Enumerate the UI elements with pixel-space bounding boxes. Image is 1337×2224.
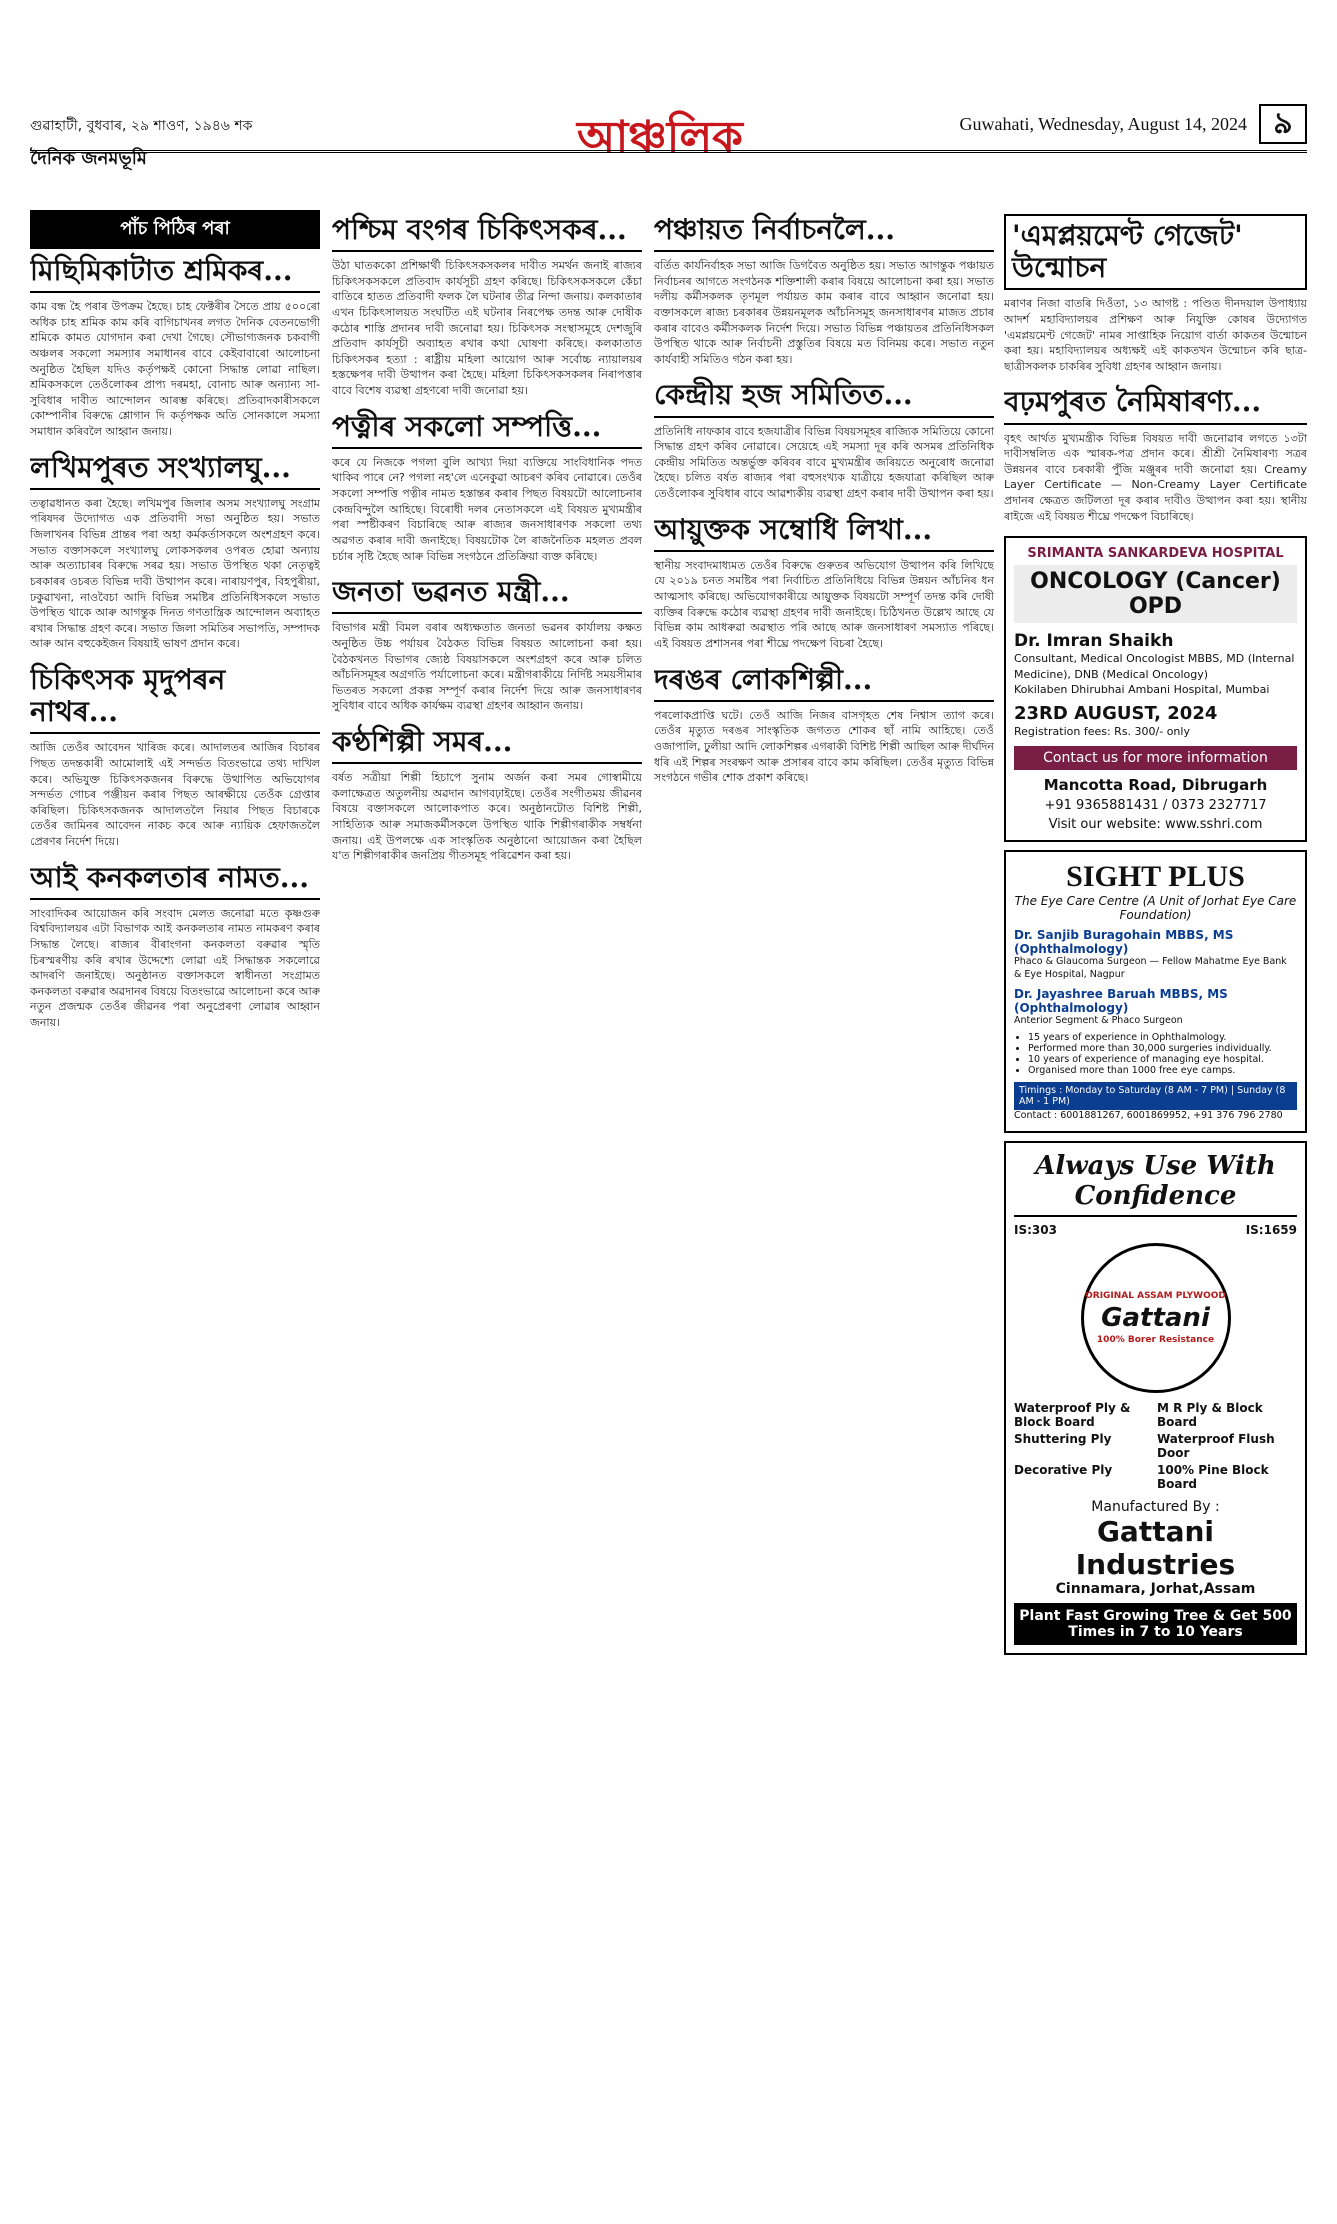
doctor-affiliation: Kokilaben Dhirubhai Ambani Hospital, Mumbai xyxy=(1014,683,1270,697)
column-3 xyxy=(654,210,994,2180)
ad-phone: +91 9365881431 / 0373 2327717 xyxy=(1044,797,1267,813)
story-body: মৰাণৰ নিজা বাতৰি দিওঁতা, ১৩ আগষ্ট : পণ্ডিত দীনদয়াল উপাধ্যায় আদৰ্শ মহাবিদ্যালয়ৰ প্ৰশিক্ষণ আৰু নিযুক্তি কোষৰ উদ্যোগত 'এমপ্লয়মেণ্ট গেজেট' নামৰ সাপ্তাহিক নিয়োগ বাৰ্তা কাকতৰ উন্মোচন কৰা হয়। মহাবিদ্যালয়ৰ অধ্যক্ষই এই কাকতখন উন্মোচন কৰি ছাত্ৰ-ছাত্ৰীসকলক চাকৰিৰ সুবিধা গ্ৰহণৰ আহ্বান জনায়। xyxy=(1004,297,1307,373)
story-body: প্ৰতিনিধি নাফকাৰ বাবে হজযাত্ৰীৰ বিভিন্ন বিষয়সমূহৰ ৰাজ্যিক সমিতিয়ে কোনো সিদ্ধান্ত গ্ৰহণ কৰিব নোৱাৰে। সেয়েহে এই সমস্যা দূৰ কৰি অসমৰ প্ৰতিনিধিক কেন্দ্ৰীয় সমিতিত অন্তৰ্ভুক্ত কৰিবৰ বাবে মুখ্যমন্ত্ৰীৰ জৰিয়তে অনুৰোধ জনোৱা হৈছে। চলিত বৰ্ষত ৰাজ্যৰ পৰা বহুসংখ্যক যাত্ৰীয়ে হজযাত্ৰা কৰিছিল আৰু তেওঁলোকৰ সুবিধাৰ বাবে আৱশ্যকীয় ব্যৱস্থা গ্ৰহণ কৰাৰ দাবী উত্থাপন কৰা হয়। xyxy=(654,424,994,501)
story-employment-gazette xyxy=(1004,214,1307,374)
story-naimisharanya xyxy=(1004,386,1307,524)
highlights-list xyxy=(1014,1032,1297,1076)
doctor-info: Anterior Segment & Phaco Surgeon xyxy=(1014,1015,1183,1027)
list-item: • Performed more than 30,000 surgeries individually. xyxy=(1028,1043,1297,1054)
list-item: • 15 years of experience in Ophthalmology. xyxy=(1028,1032,1297,1043)
brand-seal xyxy=(1081,1243,1231,1393)
story-body: বৰ্তিত কাৰ্যনিৰ্বাহক সভা আজি ডিগবৈত অনুষ্ঠিত হয়। সভাত আগন্তুক পঞ্চায়ত নিৰ্বাচনৰ আগতে সংগঠনক শক্তিশালী কৰাৰ বিষয়ে আলোচনা কৰা হয়। সভাত দলীয় কৰ্মীসকলক তৃণমূল পৰ্যায়ত কাম কৰাৰ বাবে আহ্বান জনোৱা হয়। বক্তাসকলে ৰাজ্য চৰকাৰৰ উন্নয়নমূলক আঁচনিসমূহ জনসাধাৰণৰ মাজত প্ৰচাৰ কৰাৰ বাবেও কৰ্মীসকলক নিৰ্দেশ দিয়ে। সভাত বিভিন্ন পঞ্চায়তৰ প্ৰতিনিধিসকল উপস্থিত থাকে আৰু নিৰ্বাচনী প্ৰস্তুতিৰ বিষয়ে মত বিনিময় কৰে। সভাত নতুন কাৰ্যবাহী সমিতিও গঠন কৰা হয়। xyxy=(654,259,994,366)
headline: জনতা ভৱনত মন্ত্ৰী... xyxy=(332,576,642,614)
doctor-degree: Consultant, Medical Oncologist MBBS, MD (Internal Medicine), DNB (Medical Oncology) xyxy=(1014,652,1295,681)
story-body: উঠা ঘাতককো প্ৰশিক্ষাৰ্থী চিকিৎসকসকলৰ দাবীত সমৰ্থন জনাই ৰাজ্যৰ চিকিৎসকসকলে প্ৰতিবাদ কাৰ্যসূচী গ্ৰহণ কৰিছে। চিকিৎসকসকলে কেঁচা বাতিৰে হাতত প্ৰতিবাদী ফলক লৈ ঘটনাৰ তীব্ৰ নিন্দা জনায়। কলকাতাৰ এখন চিকিৎসালয়ত সংঘটিত এই ঘটনাৰ নিৰপেক্ষ তদন্ত আৰু দোষীক কঠোৰ শাস্তি প্ৰদানৰ দাবী জনোৱা হয়। চিকিৎসক সংস্থাসমূহে দেশজুৰি প্ৰতিবাদ কাৰ্যসূচী অব্যাহত ৰখাৰ কথা ঘোষণা কৰিছে। কলকাতাত চিকিৎসকৰ হত্যা : ৰাষ্ট্ৰীয় মহিলা আয়োগ আৰু সৰ্বোচ্চ ন্যায়ালয়ৰ হস্তক্ষেপৰ দাবী উত্থাপন কৰা হৈছে। মহিলা চিকিৎসকসকলৰ নিৰাপত্তাৰ বাবে বিশেষ ব্যৱস্থা গ্ৰহণৰো দাবী জনোৱা হয়। xyxy=(332,259,642,398)
page-number: ৯ xyxy=(1259,104,1307,144)
story-darrang-artist xyxy=(654,664,994,786)
date-left: গুৱাহাটী, বুধবাৰ, ২৯ শাওণ, ১৯৪৬ শক xyxy=(30,118,253,134)
sight-plus-ad xyxy=(1004,850,1307,1133)
story-body: তত্বাৱধানত কৰা হৈছে। লখিমপুৰ জিলাৰ অসম সংখ্যালঘু সংগ্ৰাম পৰিষদৰ উদ্যোগত এক প্ৰতিবাদী সভা অনুষ্ঠিত হয়। সভাত জিলাখনৰ বিভিন্ন প্ৰান্তৰ পৰা অহা কৰ্মকৰ্তাসকলে অংশগ্ৰহণ কৰে। সভাত বক্তাসকলে সংখ্যালঘু লোকসকলৰ ওপৰত হোৱা অন্যায় আৰু অত্যাচাৰৰ বিৰুদ্ধে সৰৱ হয়। সভাত উপস্থিত থকা নেতৃত্বই চৰকাৰৰ ওচৰত বিভিন্ন দাবী উত্থাপন কৰে। নাৰায়ণপুৰ, বিহপুৰীয়া, ঢকুৱাখনা, নাওবৈচা আদি বিভিন্ন সমষ্টিৰ প্ৰতিনিধিসকলে সভাত উপস্থিত থাকে আৰু আগন্তুক দিনত গণতান্ত্ৰিক আন্দোলন অব্যাহত ৰখাৰ সিদ্ধান্ত গ্ৰহণ কৰে। সভাত জিলা সমিতিৰ সভাপতি, সম্পাদক আৰু আন বহুকেইজন বিষয়াই ভাষণ প্ৰদান কৰে। xyxy=(30,496,320,651)
ad-tagline: The Eye Care Centre (A Unit of Jorhat Eye Care Foundation) xyxy=(1014,893,1297,922)
ad-date: 23RD AUGUST, 2024 xyxy=(1014,703,1218,725)
contact: Contact : 6001881267, 6001869952, +91 376 796 2780 xyxy=(1014,1110,1283,1122)
headline: মিছিমিকাটাত শ্ৰমিকৰ... xyxy=(30,255,320,293)
section-logo: আঞ্চলিক xyxy=(577,112,743,163)
column-2 xyxy=(332,210,642,2180)
story-lakhimpur xyxy=(30,452,320,652)
isi-marks xyxy=(1014,1223,1297,1237)
doctor-name: Dr. Jayashree Baruah MBBS, MS (Ophthalmology) xyxy=(1014,987,1228,1016)
story-janata-bhawan xyxy=(332,576,642,714)
ad-bottom-banner: Plant Fast Growing Tree & Get 500 Times in 7 to 10 Years xyxy=(1014,1603,1297,1645)
section-label: পাঁচ পিঠিৰ পৰা xyxy=(30,210,320,249)
manufactured-by: Manufactured By : xyxy=(1091,1499,1220,1516)
story-panchayat xyxy=(654,214,994,367)
headline: পত্নীৰ সকলো সম্পত্তি... xyxy=(332,411,642,449)
story-kanaklata xyxy=(30,862,320,1031)
brand-tagline: 100% Borer Resistance xyxy=(1096,1335,1215,1346)
brand-sub: ORIGINAL ASSAM PLYWOOD xyxy=(1085,1291,1226,1302)
ad-fee: Registration fees: Rs. 300/- only xyxy=(1014,725,1190,739)
masthead-left xyxy=(30,114,252,175)
story-commissioner xyxy=(654,514,994,652)
ad-slogan: Always Use With Confidence xyxy=(1014,1151,1297,1217)
ad-address: Mancotta Road, Dibrugarh xyxy=(1043,775,1268,794)
company-name: Gattani Industries xyxy=(1075,1515,1236,1582)
list-item: 100% Pine Block Board xyxy=(1157,1463,1269,1492)
column-4 xyxy=(1004,210,1307,2180)
headline: কণ্ঠশিল্পী সমৰ... xyxy=(332,726,642,764)
story-body: বিভাগৰ মন্ত্ৰী বিমল বৰাৰ অধ্যক্ষতাত জনতা ভৱনৰ কাৰ্যালয় কক্ষত অনুষ্ঠিত উচ্চ পৰ্যায়ৰ বৈঠকত বিভিন্ন বিষয়ত আলোচনা কৰা হয়। বৈঠকখনত বিভাগৰ জ্যেষ্ঠ বিষয়াসকলে অংশগ্ৰহণ কৰে আৰু চলিত আঁচনিসমূহৰ অগ্ৰগতি পৰ্যালোচনা কৰে। মন্ত্ৰীগৰাকীয়ে নিৰ্দিষ্ট সময়সীমাৰ ভিতৰত সকলো প্ৰকল্প সম্পূৰ্ণ কৰাৰ নিৰ্দেশ দিয়ে আৰু জনসাধাৰণৰ সুবিধাৰ বাবে অধিক কাৰ্যক্ষম ব্যৱস্থা গ্ৰহণৰ আহ্বান জনায়। xyxy=(332,621,642,713)
headline: চিকিৎসক মৃদুপৰন নাথৰ... xyxy=(30,664,320,734)
headline: আয়ুক্তক সম্বোধি লিখা... xyxy=(654,514,994,552)
paper-name: দৈনিক জনমভূমি xyxy=(30,148,147,169)
headline: দৰঙৰ লোকশিল্পী... xyxy=(654,664,994,702)
ad-title: ONCOLOGY (Cancer) OPD xyxy=(1014,565,1297,623)
list-item: • 10 years of experience of managing eye hospital. xyxy=(1028,1054,1297,1065)
story-body: কৰে যে নিজকে পগলা বুলি আখ্যা দিয়া ব্যক্তিয়ে সাংবিধানিক পদত থাকিব পাৰে নে? পগলা নহ'লে এনেকুৱা আচৰণ কৰিব নোৱাৰে। তেওঁৰ সকলো সম্পত্তি পত্নীৰ নামত হস্তান্তৰ কৰাৰ পিছত বিষয়টো আলোচনাৰ কেন্দ্ৰবিন্দুলৈ আহিছে। বিৰোধী দলৰ নেতাসকলে এই বিষয়ত মুখ্যমন্ত্ৰীৰ পৰা স্পষ্টীকৰণ বিচাৰিছে আৰু ৰাজ্যৰ জনসাধাৰণক সকলো তথ্য অৱগত কৰাৰ দাবী জনাইছে। বিষয়টোক লৈ ৰাজনৈতিক মহলত প্ৰবল চৰ্চাৰ সৃষ্টি হৈছে আৰু বিভিন্ন সংগঠনে প্ৰতিক্ৰিয়া ব্যক্ত কৰিছে। xyxy=(332,455,642,563)
oncology-ad xyxy=(1004,536,1307,842)
masthead-rule xyxy=(30,150,1307,153)
list-item: Waterproof Ply & Block Board xyxy=(1014,1401,1131,1430)
headline: লখিমপুৰত সংখ্যালঘু... xyxy=(30,452,320,490)
ad-brand: Gattani xyxy=(1101,1303,1210,1334)
story-singer xyxy=(332,726,642,864)
list-item: • Organised more than 1000 free eye camps. xyxy=(1028,1065,1297,1076)
list-item: M R Ply & Block Board xyxy=(1157,1401,1263,1430)
story-body: আজি তেওঁৰ আবেদন খাৰিজ কৰে। আদালতৰ আজিৰ বিচাৰৰ পিছত তদন্তকাৰী আমোলাই এই সন্দৰ্ভত বিতংভাৱে তথ্য দাখিল কৰে। অভিযুক্ত চিকিৎসকজনৰ বিৰুদ্ধে উত্থাপিত অভিযোগৰ সন্দৰ্ভত গোচৰ পঞ্জীয়ন কৰাৰ পিছত আৰক্ষীয়ে তেওঁক গ্ৰেপ্তাৰ কৰিছিল। চিকিৎসকজনক আদালতলৈ নিয়াৰ পিছত বিচাৰকে তেওঁৰ জামিনৰ আবেদন নাকচ কৰে আৰু ন্যায়িক হেফাজতলৈ প্ৰেৰণৰ নিৰ্দেশ দিয়ে। xyxy=(30,741,320,848)
story-haj xyxy=(654,379,994,501)
company-address: Cinnamara, Jorhat,Assam xyxy=(1055,1581,1256,1598)
products-list xyxy=(1014,1401,1297,1491)
story-body: বৃহৎ আৰ্থত মুখ্যমন্ত্ৰীক বিভিন্ন বিষয়ত দাবী জনোৱাৰ লগতে ১৩টা দাবীসম্বলিত এক স্মাৰক-পত্ৰ প্ৰদান কৰে। শ্ৰীশ্ৰী নৈমিষাৰণ্য সত্ৰৰ উন্নয়নৰ বাবে চৰকাৰী পুঁজি মঞ্জুৰৰ দাবী জনোৱা হয়। Creamy Layer Certificate — Non-Creamy Layer Certificate প্ৰদানৰ ক্ষেত্ৰত জটিলতা দূৰ কৰাৰ দাবীও উত্থাপন কৰা হয়। স্থানীয় ৰাইজে এই বিষয়ত শীঘ্ৰে পদক্ষেপ বিচাৰিছে। xyxy=(1004,431,1307,523)
list-item: Waterproof Flush Door xyxy=(1157,1432,1275,1461)
story-body: সাংবাদিকৰ আয়োজন কৰি সংবাদ মেলত জনোৱা মতে কৃষ্ণগুৰু বিশ্ববিদ্যালয়ৰ এটা বিভাগক আই কনকলতাৰ নামত নামকৰণ কৰাৰ সিদ্ধান্ত লৈছে। ৰাজ্যৰ বীৰাংগনা কনকলতা বৰুৱাৰ স্মৃতি চিৰস্মৰণীয় কৰি ৰখাৰ উদ্দেশ্যে লোৱা এই সিদ্ধান্তক সকলোৱে আদৰণি জনাইছে। অনুষ্ঠানত বক্তাসকলে স্বাধীনতা সংগ্ৰামত কনকলতা বৰুৱাৰ অৱদানৰ বিষয়ে বিতংভাৱে আলোচনা কৰে আৰু নতুন প্ৰজন্মক তেওঁৰ জীৱনৰ পৰা অনুপ্ৰেৰণা লোৱাৰ আহ্বান জনায়। xyxy=(30,906,320,1030)
story-bengal-doctors xyxy=(332,214,642,399)
story-doctor xyxy=(30,664,320,850)
contact-banner: Contact us for more information xyxy=(1014,746,1297,770)
story-workers xyxy=(30,255,320,440)
list-item: Decorative Ply xyxy=(1014,1463,1113,1478)
masthead xyxy=(30,104,1307,204)
story-wife-property xyxy=(332,411,642,564)
headline: 'এমপ্লয়মেণ্ট গেজেট' উন্মোচন xyxy=(1004,214,1307,290)
headline: পঞ্চায়ত নিৰ্বাচনলৈ... xyxy=(654,214,994,252)
headline: পশ্চিম বংগৰ চিকিৎসকৰ... xyxy=(332,214,642,252)
headline: বঢ়মপুৰত নৈমিষাৰণ্য... xyxy=(1004,386,1307,424)
story-body: স্থানীয় সংবাদমাধ্যমত তেওঁৰ বিৰুদ্ধে গুৰুতৰ অভিযোগ উত্থাপন কৰি লিখিছে যে ২০১৯ চনত সমষ্টিৰ পৰা নিৰ্বাচিত প্ৰতিনিধিয়ে বিভিন্ন উন্নয়ন আঁচনিৰ ধন আত্মসাৎ কৰিছে। অভিযোগকাৰীয়ে আয়ুক্তক বিষয়টো সম্পূৰ্ণ তদন্ত কৰি দোষী ব্যক্তিৰ বিৰুদ্ধে কঠোৰ ব্যৱস্থা গ্ৰহণৰ দাবী জনাইছে। চিঠিখনত উল্লেখ আছে যে বিভিন্ন কাম আধৰুৱা অৱস্থাত পৰি আছে আৰু জনসাধাৰণ সমস্যাত পৰিছে। এই বিষয়ত প্ৰশাসনৰ পৰা শীঘ্ৰে পদক্ষেপ বিচৰা হৈছে। xyxy=(654,558,994,650)
doctor-name: Dr. Sanjib Buragohain MBBS, MS (Ophthalmology) xyxy=(1014,927,1234,956)
doctor-name: Dr. Imran Shaikh xyxy=(1014,631,1174,652)
timings: Timings : Monday to Saturday (8 AM - 7 PM) | Sunday (8 AM - 1 PM) xyxy=(1014,1082,1297,1110)
gattani-ad xyxy=(1004,1141,1307,1655)
ad-brand: SIGHT PLUS xyxy=(1066,859,1245,893)
list-item: Shuttering Ply xyxy=(1014,1432,1112,1447)
headline: আই কনকলতাৰ নামত... xyxy=(30,862,320,900)
headline: কেন্দ্ৰীয় হজ সমিতিত... xyxy=(654,379,994,417)
column-1 xyxy=(30,210,320,2180)
story-body: বৰ্ষত সত্ৰীয়া শিল্পী হিচাপে সুনাম অৰ্জন কৰা সমৰ গোস্বামীয়ে কলাক্ষেত্ৰত অতুলনীয় অৱদান আগবঢ়াইছে। তেওঁৰ সংগীতময় জীৱনৰ বিষয়ে বক্তাসকলে আলোকপাত কৰে। অনুষ্ঠানটোত বিশিষ্ট শিল্পী, সাহিত্যিক আৰু সমাজকৰ্মীসকলে উপস্থিত থাকি শিল্পীগৰাকীক সম্বৰ্ধনা জনায়। এই উপলক্ষে এক সাংস্কৃতিক অনুষ্ঠানো আয়োজন কৰা হৈছিল য'ত শিল্পীগৰাকীৰ জনপ্ৰিয় গীতসমূহ পৰিৱেশন কৰা হয়। xyxy=(332,771,642,863)
ad-website: Visit our website: www.sshri.com xyxy=(1048,816,1263,832)
hospital-name: SRIMANTA SANKARDEVA HOSPITAL xyxy=(1027,546,1284,562)
date-right: Guwahati, Wednesday, August 14, 2024 xyxy=(959,114,1247,134)
story-body: কাম বন্ধ হৈ পৰাৰ উপক্ৰম হৈছে। চাহ ফেক্টৰীৰ সৈতে প্ৰায় ৫০০ৰো অধিক চাহ শ্ৰমিক কাম কৰি বাগিচাখনৰ লগত দৈনিক বেতনভোগী শ্ৰমিকে কামত যোগদান কৰা দেখা গৈছে। সৌভাগ্যজনক চকবাগী অঞ্চলৰ সকলো সমস্যাৰ সমাধানৰ বাবে কেইবাবাৰো আলোচনা অনুষ্ঠিত হৈছিল যদিও কৰ্তৃপক্ষই কোনো সিদ্ধান্ত লোৱা নাছিল। শ্ৰমিকসকলে তেওঁলোকৰ প্ৰাপ্য দৰমহা, বোনাচ আৰু অন্যান্য সা-সুবিধাৰ দাবীত আন্দোলন আৰম্ভ কৰিছে। প্ৰতিবাদকাৰীসকলে কোম্পানীৰ বিৰুদ্ধে শ্লোগান দি কৰ্তৃপক্ষক অতি সোনকালে সমস্যা সমাধান কৰিবলৈ আহ্বান জনায়। xyxy=(30,300,320,439)
isi-left: IS:303 xyxy=(1014,1223,1057,1238)
doctor-info: Phaco & Glaucoma Surgeon — Fellow Mahatme Eye Bank & Eye Hospital, Nagpur xyxy=(1014,955,1287,980)
story-body: পৰলোকপ্ৰাপ্তি ঘটে। তেওঁ আজি নিজৰ বাসগৃহত শেষ নিশ্বাস ত্যাগ কৰে। তেওঁৰ মৃত্যুত দৰঙৰ সাংস্কৃতিক জগতত শোকৰ ছাঁ নামি আহিছে। তেওঁ ওজাপালি, ঢুলীয়া আদি লোকশিল্পৰ এগৰাকী বিশিষ্ট শিল্পী আছিল আৰু দীৰ্ঘদিন ধৰি এই শিল্পৰ সংৰক্ষণ আৰু প্ৰসাৰৰ বাবে কাম কৰিছিল। তেওঁৰ মৃত্যুত বিভিন্ন সংগঠনে গভীৰ শোক প্ৰকাশ কৰিছে। xyxy=(654,708,994,785)
isi-right: IS:1659 xyxy=(1245,1223,1297,1238)
